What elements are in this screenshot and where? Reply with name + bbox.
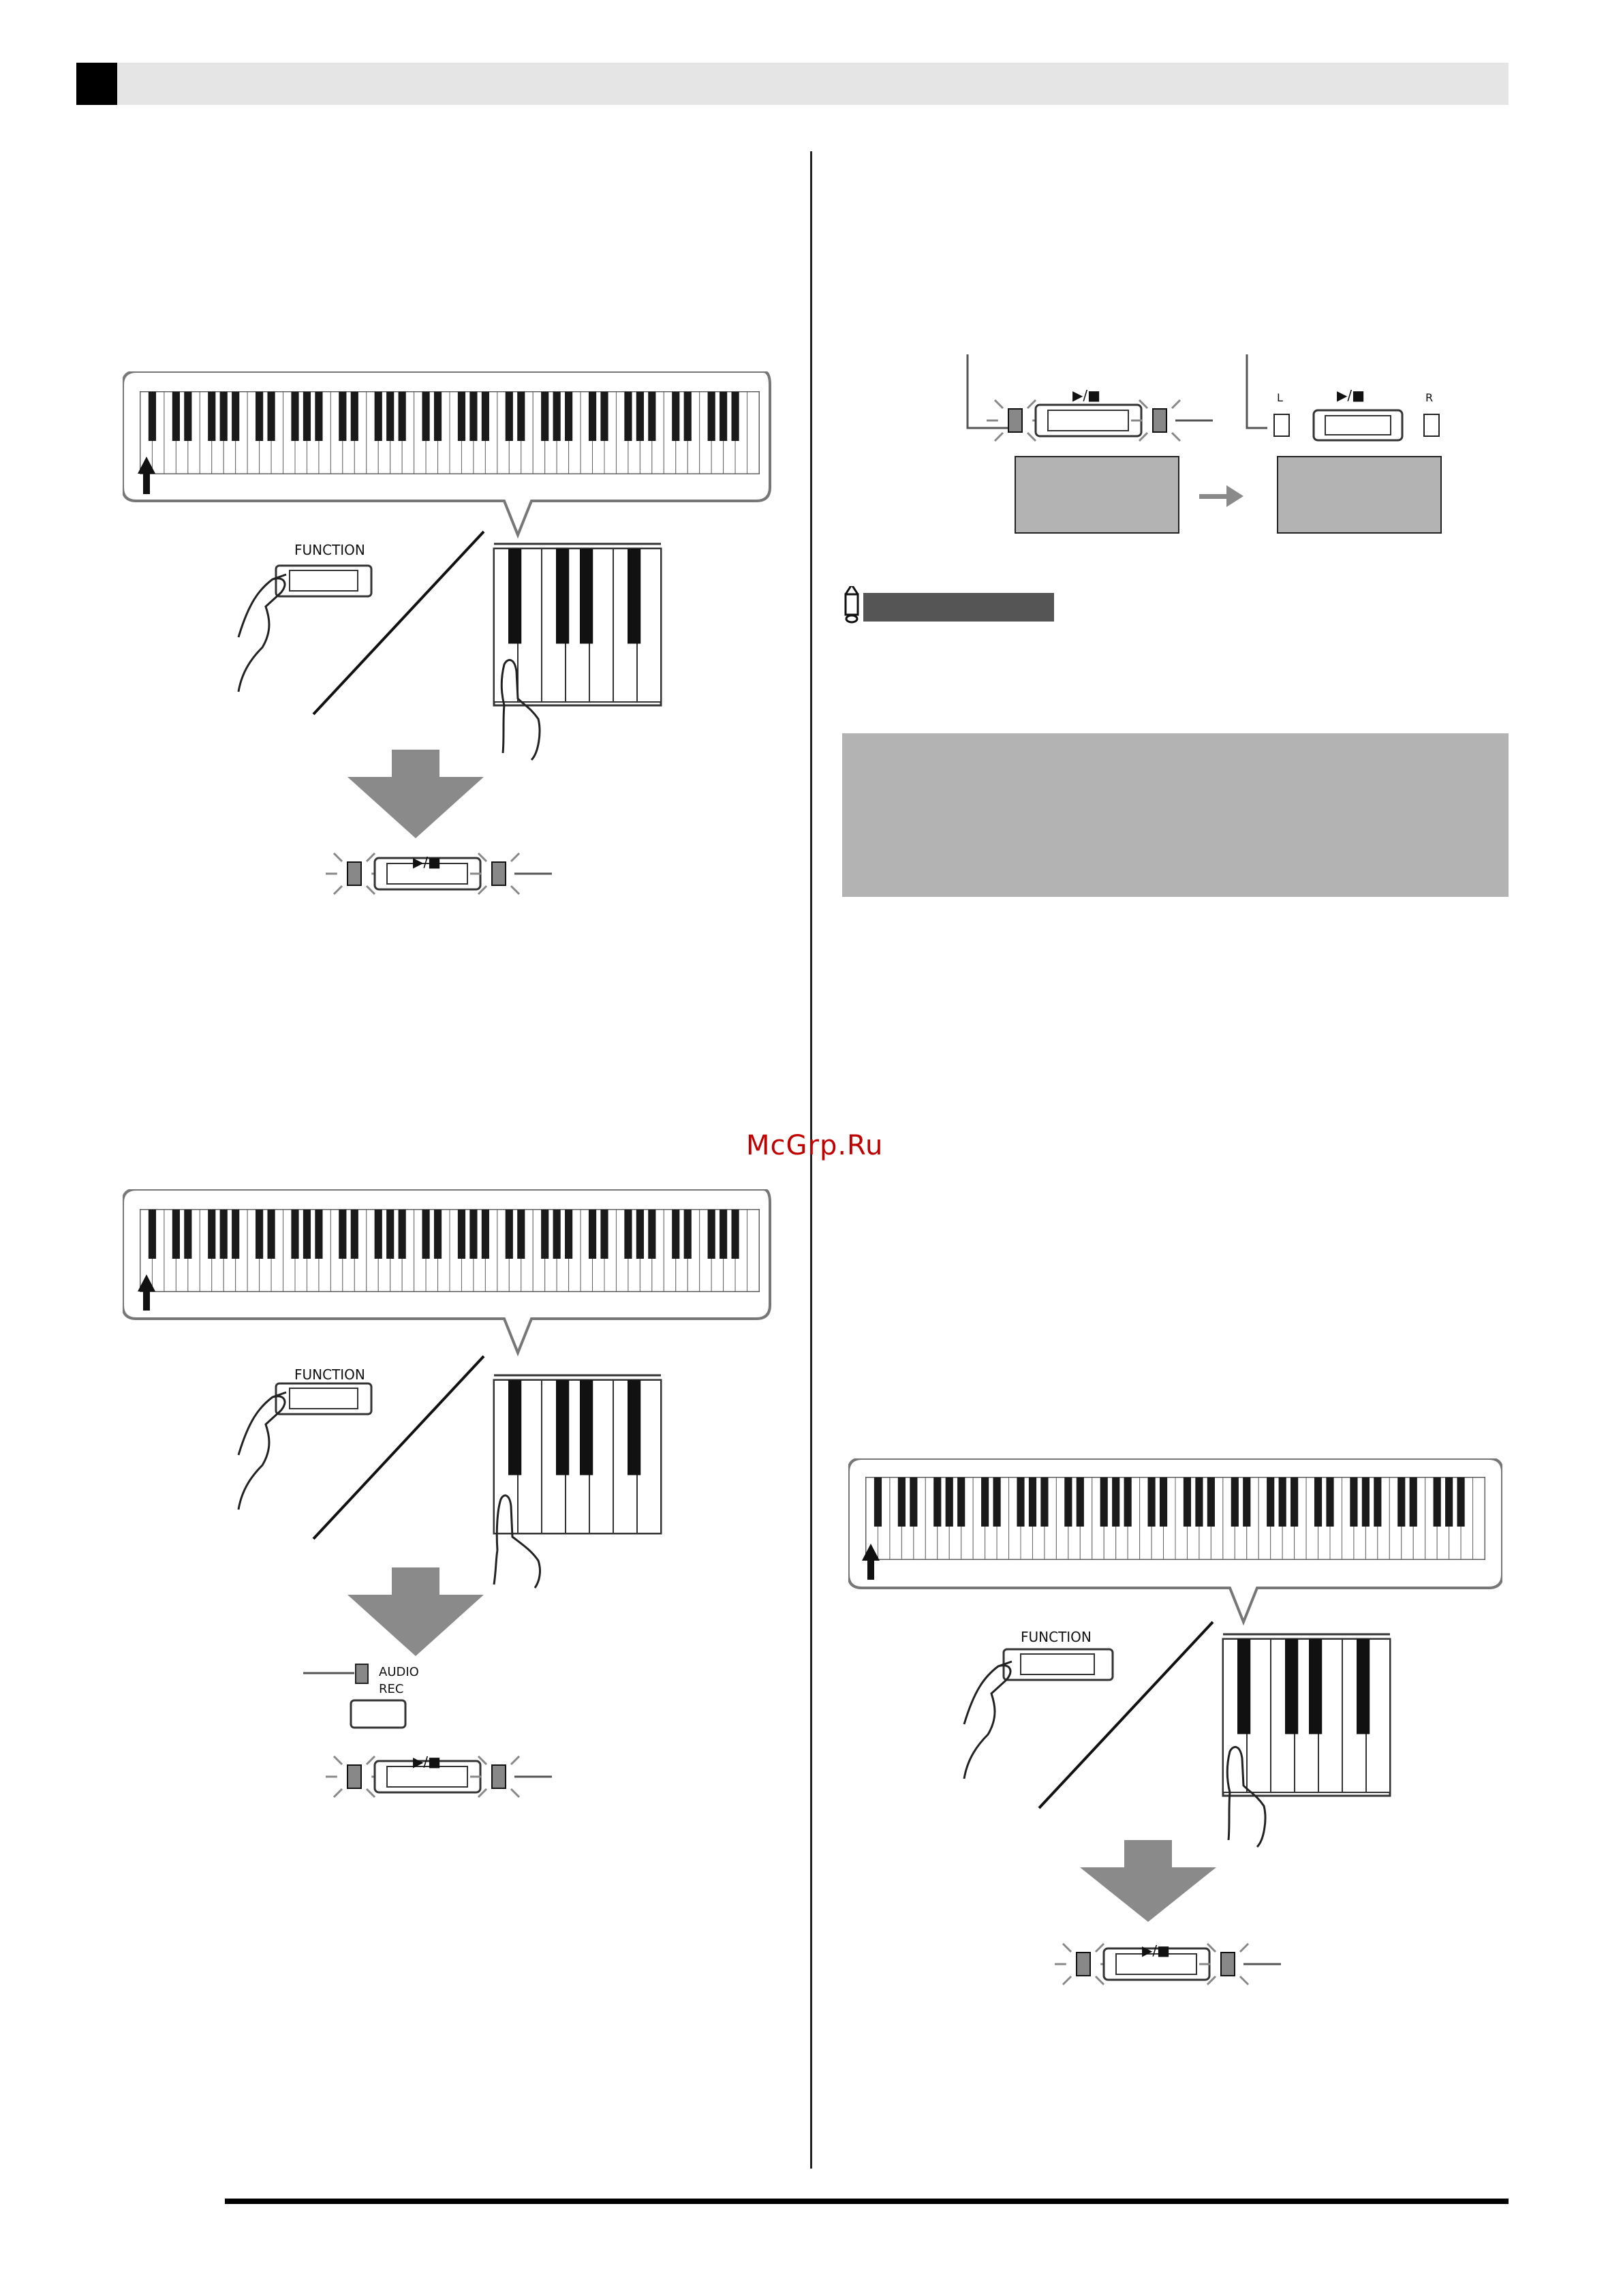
play-stop-label: ▶/■ xyxy=(1142,1942,1171,1959)
full-keyboard xyxy=(866,1478,1485,1559)
gray-info-box xyxy=(842,733,1509,897)
play-stop-label: ▶/■ xyxy=(1337,387,1365,403)
function-label: FUNCTION xyxy=(294,542,365,558)
note-badge xyxy=(841,586,1060,630)
diagram-keyboard-2 xyxy=(123,1189,777,1925)
zoomed-keys xyxy=(494,1375,661,1533)
diagram-keyboard-3 xyxy=(848,1458,1502,2031)
function-label: FUNCTION xyxy=(294,1366,365,1383)
zoomed-keys xyxy=(494,544,661,705)
audio-label: AUDIO xyxy=(379,1665,419,1679)
header-black-square xyxy=(76,63,117,105)
play-stop-label: ▶/■ xyxy=(413,854,442,870)
zoomed-keys xyxy=(1223,1634,1390,1796)
play-stop-label: ▶/■ xyxy=(413,1754,442,1770)
full-keyboard xyxy=(140,1210,759,1291)
full-keyboard xyxy=(140,392,759,474)
function-label: FUNCTION xyxy=(1021,1629,1092,1645)
diagram-keyboard-1 xyxy=(123,371,777,1060)
header-bar xyxy=(117,63,1509,105)
play-stop-control xyxy=(987,400,1213,441)
l-label: L xyxy=(1277,391,1283,404)
diagram-lr-states xyxy=(954,341,1485,545)
watermark: McGrp.Ru xyxy=(746,1130,884,1161)
footer-rule xyxy=(225,2199,1509,2204)
rec-label: REC xyxy=(379,1682,404,1696)
play-stop-label: ▶/■ xyxy=(1072,387,1101,403)
r-label: R xyxy=(1425,391,1434,404)
pencil-icon xyxy=(846,586,858,622)
